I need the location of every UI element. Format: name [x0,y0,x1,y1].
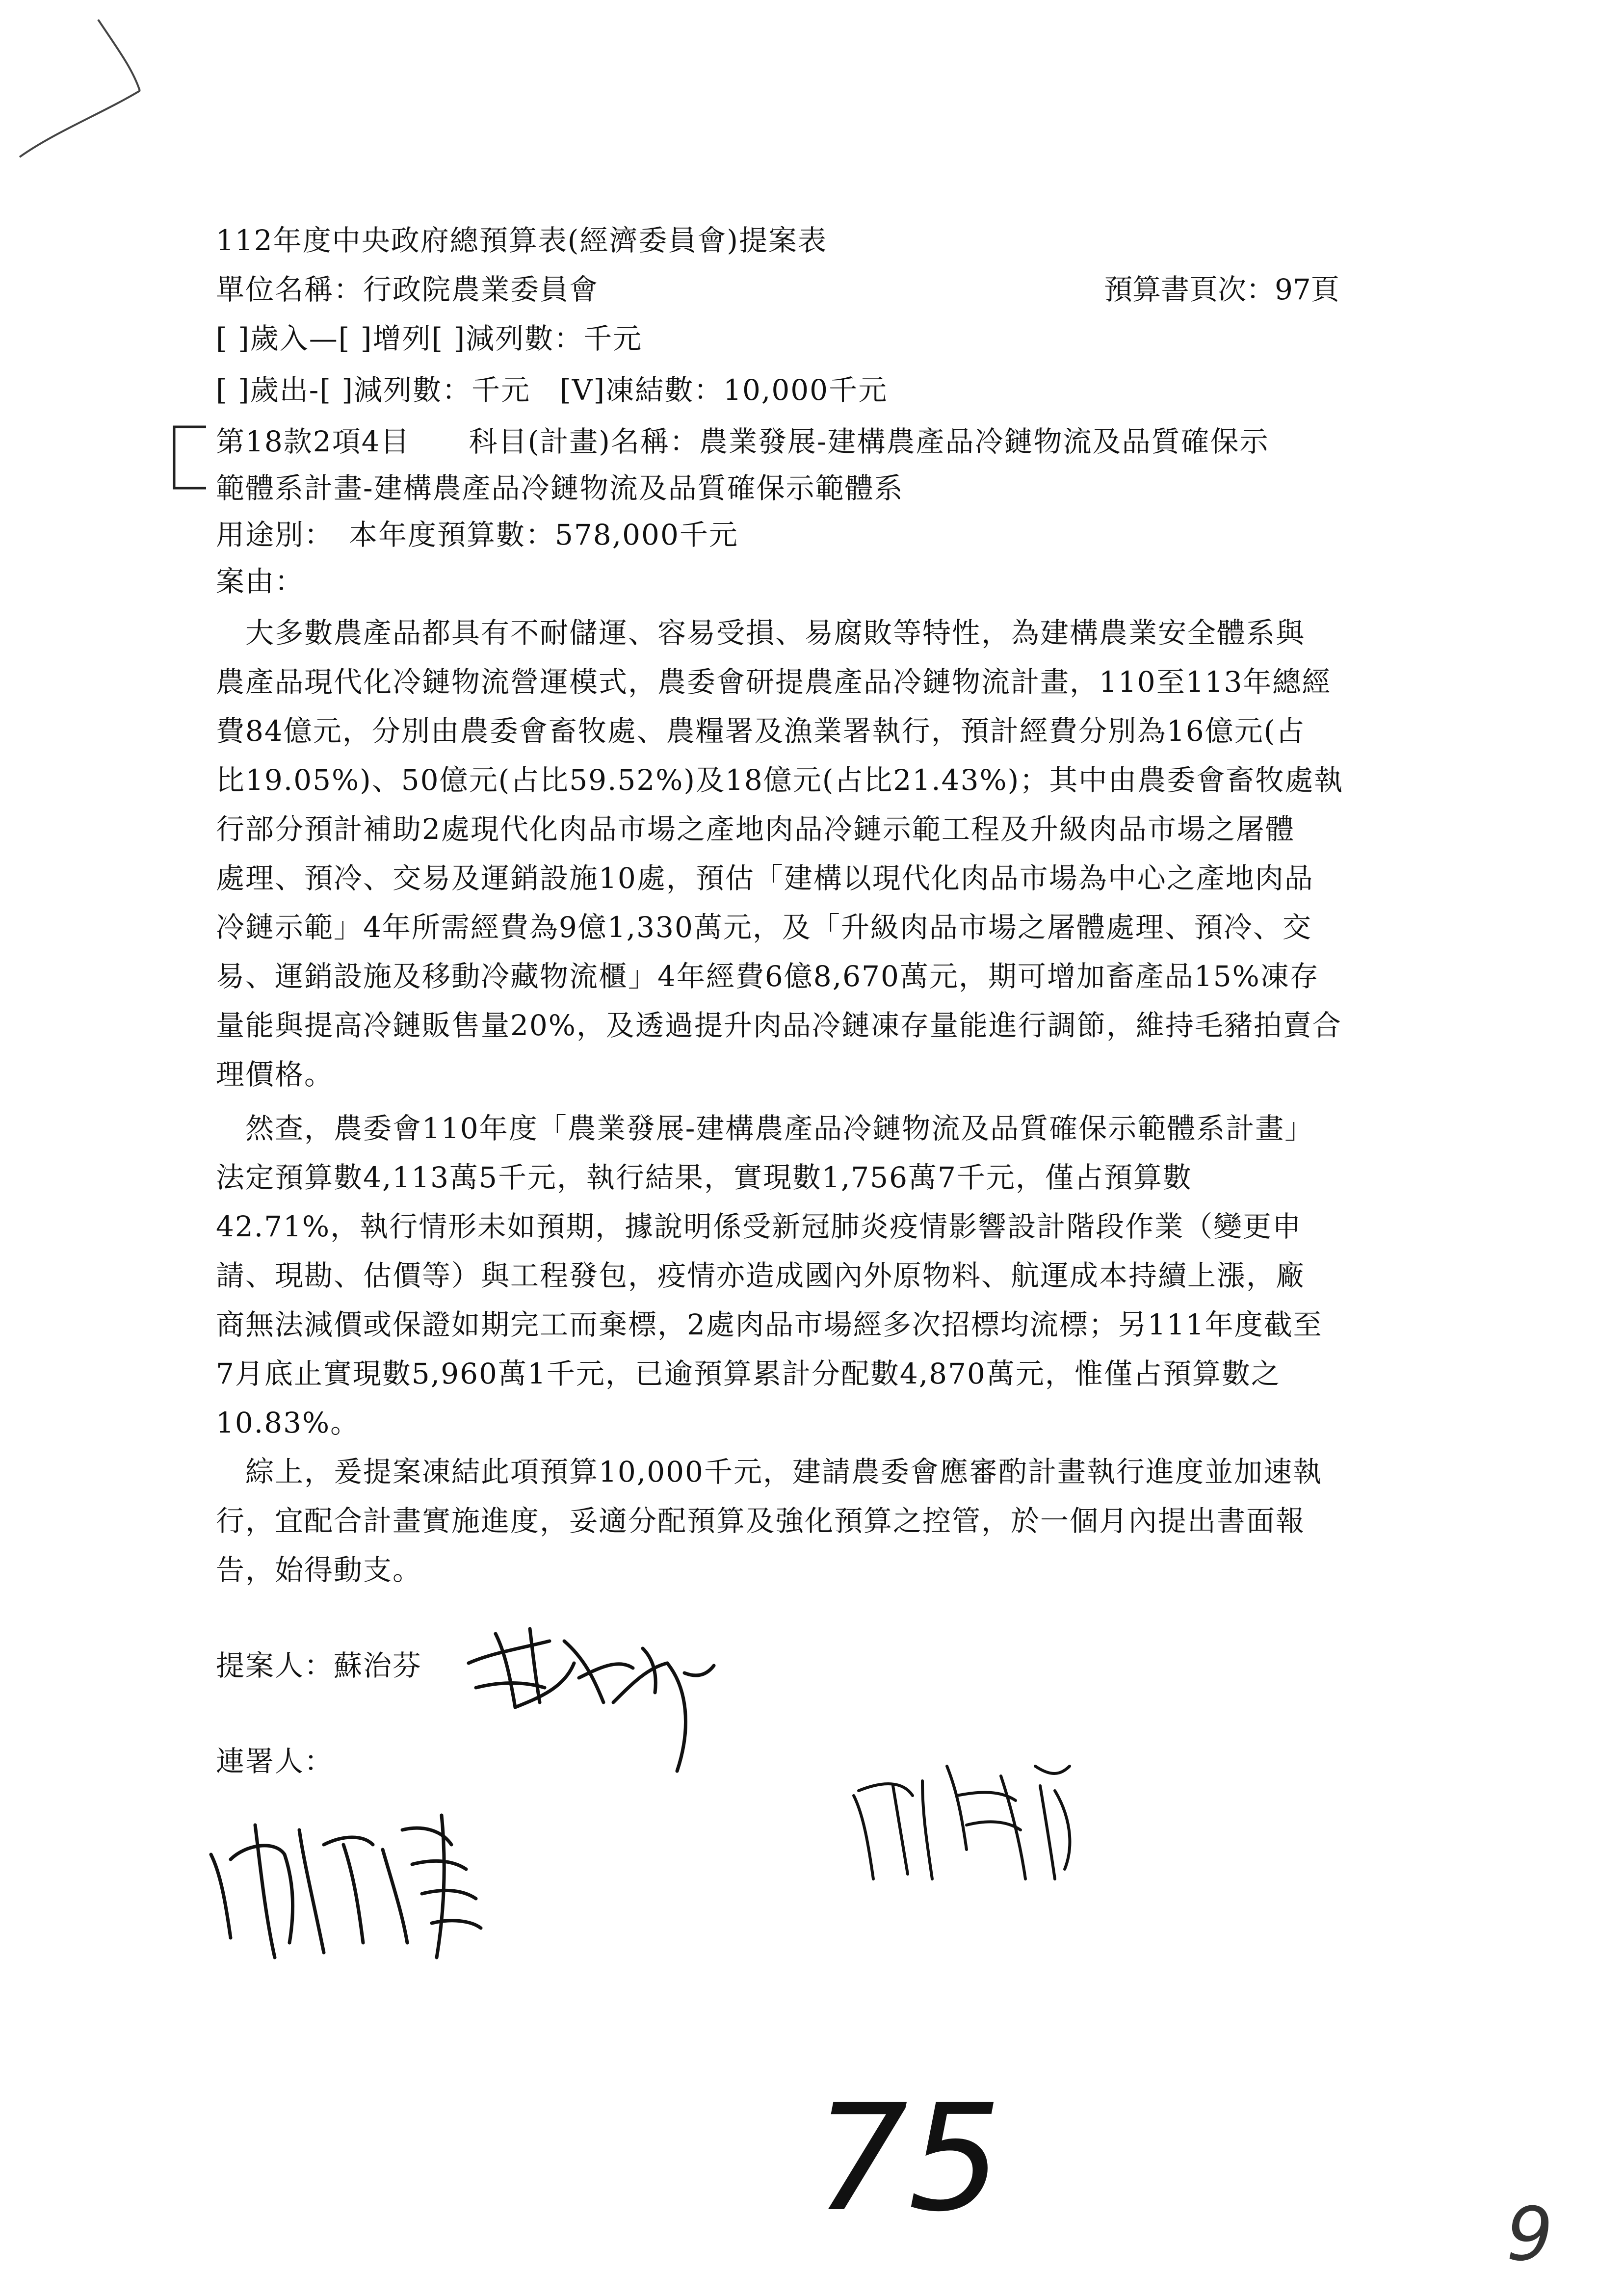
p1-line: 量能與提高冷鏈販售量20%，及透過提升肉品冷鏈凍存量能進行調節，維持毛豬拍賣合 [216,1009,1342,1042]
p2-line: 42.71%，執行情形未如預期，據說明係受新冠肺炎疫情影響設計階段作業（變更申 [216,1210,1302,1243]
p1-line: 行部分預計補助2處現代化肉品市場之產地肉品冷鏈示範工程及升級肉品市場之屠體 [216,812,1295,846]
cosigner-label: 連署人： [216,1745,334,1778]
handwritten-corner-number: 9 [1506,2192,1553,2277]
p1-line: 處理、預冷、交易及運銷設施10處，預估「建構以現代化肉品市場為中心之產地肉品 [216,861,1314,895]
usage-line: 用途別： 本年度預算數：578,000千元 [216,518,738,551]
handwritten-page-number: 75 [814,2073,1002,2244]
revenue-line: [ ]歲入—[ ]增列[ ]減列數：千元 [216,322,643,355]
p3-line: 行，宜配合計畫實施進度，妥適分配預算及強化預算之控管，於一個月內提出書面報 [216,1504,1306,1538]
p2-line: 請、現勘、估價等）與工程發包，疫情亦造成國內外原物料、航運成本持續上漲，廠 [216,1259,1306,1292]
p1-line: 費84億元，分別由農委會畜牧處、農糧署及漁業署執行，預計經費分別為16億元(占 [216,714,1306,748]
proposer-signature [469,1629,714,1771]
p3-line: 綜上，爰提案凍結此項預算10,000千元，建請農委會應審酌計畫執行進度並加速執 [216,1455,1322,1488]
p1-line: 冷鏈示範」4年所需經費為9億1,330萬元，及「升級肉品市場之屠體處理、預冷、交 [216,911,1312,944]
item-line-2: 範體系計畫-建構農產品冷鏈物流及品質確保示範體系 [216,471,904,505]
item-bracket [174,427,206,488]
p3-line: 告，始得動支。 [216,1553,422,1587]
p2-line: 7月底止實現數5,960萬1千元，已逾預算累計分配數4,870萬元，惟僅占預算數之 [216,1357,1281,1390]
p2-line: 10.83%。 [216,1406,360,1439]
p1-line: 易、運銷設施及移動冷藏物流櫃」4年經費6億8,670萬元，期可增加畜產品15%凍存 [216,960,1319,993]
expense-line: [ ]歲出-[ ]減列數：千元 [V]凍結數：10,000千元 [216,373,888,407]
budget-page-ref: 預算書頁次：97頁 [1104,273,1339,306]
form-title: 112年度中央政府總預算表(經濟委員會)提案表 [216,224,827,257]
p1-line: 大多數農產品都具有不耐儲運、容易受損、易腐敗等特性，為建構農業安全體系與 [216,616,1306,650]
cosigner-1-signature [211,1815,481,1957]
p1-line: 農產品現代化冷鏈物流營運模式，農委會研提農產品冷鏈物流計畫，110至113年總經 [216,665,1332,699]
cosigner-2-signature [854,1766,1070,1879]
p2-line: 然查，農委會110年度「農業發展-建構農產品冷鏈物流及品質確保示範體系計畫」 [216,1112,1314,1145]
item-line-1: 第18款2項4目 科目(計畫)名稱：農業發展-建構農產品冷鏈物流及品質確保示 [216,425,1269,458]
p2-line: 法定預算數4,113萬5千元，執行結果，實現數1,756萬7千元，僅占預算數 [216,1161,1192,1194]
p1-line: 比19.05%)、50億元(占比59.52%)及18億元(占比21.43%)；其中由農委會畜牧處執 [216,763,1344,797]
reason-label: 案由： [216,565,305,598]
corner-pencil-mark [20,20,140,157]
p2-line: 商無法減價或保證如期完工而棄標，2處肉品市場經多次招標均流標；另111年度截至 [216,1308,1323,1341]
p1-line: 理價格。 [216,1058,334,1091]
unit-name: 單位名稱：行政院農業委員會 [216,273,599,306]
proposer-label: 提案人：蘇治芬 [216,1649,422,1682]
